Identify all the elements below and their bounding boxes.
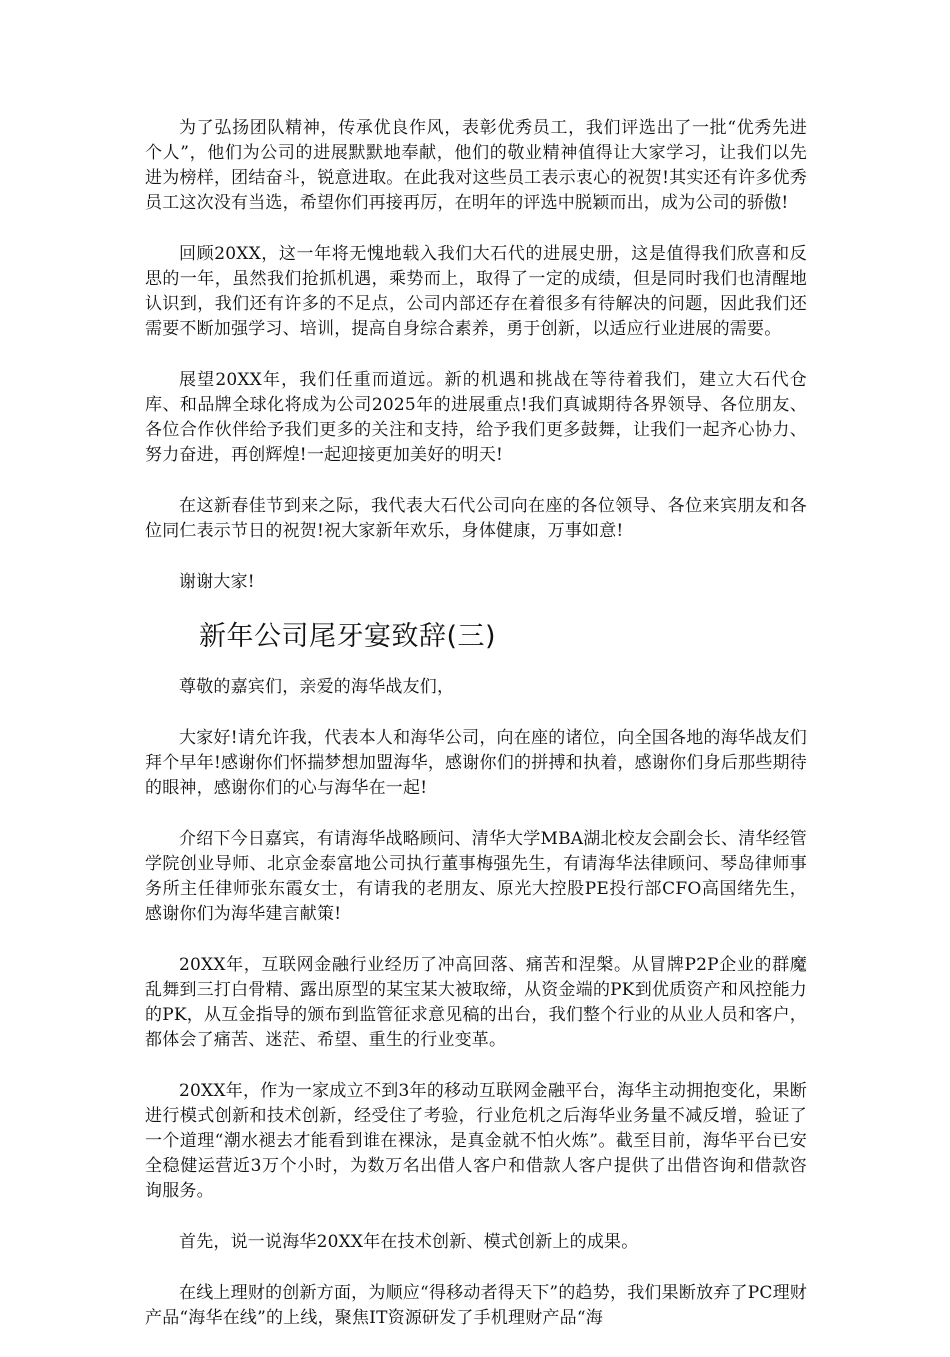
paragraph-salutation: 尊敬的嘉宾们，亲爱的海华战友们， (179, 677, 455, 697)
paragraph-greetings: 在这新春佳节到来之际，我代表大石代公司向在座的各位领导、各位来宾朋友和各位同仁表示节日的祝贺!祝大家新年欢乐，身体健康，万事如意! (145, 496, 807, 541)
paragraph-guests: 介绍下今日嘉宾，有请海华战略顾问、清华大学MBA湖北校友会副会长、清华经管学院创业导师、北京金泰富地公司执行董事梅强先生，有请海华法律顾问、琴岛律师事务所主任律师张东霞女士，有请我的老朋友、原光大控股PE投行部CFO高国绪先生，感谢你们为海华建言献策! (145, 829, 807, 924)
paragraph-online-finance: 在线上理财的创新方面，为顺应“得移动者得天下”的趋势，我们果断放弃了PC理财产品“海华在线”的上线，聚焦IT资源研发了手机理财产品“海 (145, 1283, 807, 1328)
paragraph-review: 回顾20XX，这一年将无愧地载入我们大石代的进展史册，这是值得我们欣喜和反思的一年，虽然我们抢抓机遇，乘势而上，取得了一定的成绩，但是同时我们也清醒地认识到，我们还有许多的不足点，公司内部还存在着很多有待解决的问题，因此我们还需要不断加强学习、培训，提高自身综合素养，勇于创新，以适应行业进展的需要。 (145, 244, 807, 339)
document-page (145, 116, 807, 1357)
paragraph-industry: 20XX年，互联网金融行业经历了冲高回落、痛苦和涅槃。从冒牌P2P企业的群魔乱舞到三打白骨精、露出原型的某宝某大被取缔，从资金端的PK到优质资产和风控能力的PK，从互金指导的颁布到监管征求意见稿的出台，我们整个行业的从业人员和客户，都体会了痛苦、迷茫、希望、重生的行业变革。 (145, 955, 807, 1050)
section-heading: 新年公司尾牙宴致辞(三) (199, 621, 497, 652)
paragraph-opening: 大家好!请允许我，代表本人和海华公司，向在座的诸位，向全国各地的海华战友们拜个早年!感谢你们怀揣梦想加盟海华，感谢你们的拼搏和执着，感谢你们身后那些期待的眼神，感谢你们的心与海华在一起! (145, 728, 807, 798)
paragraph-achievements-intro: 首先，说一说海华20XX年在技术创新、模式创新上的成果。 (179, 1232, 639, 1252)
paragraph-team-spirit: 为了弘扬团队精神，传承优良作风，表彰优秀员工，我们评选出了一批“优秀先进个人”，他们为公司的进展默默地奉献，他们的敬业精神值得让大家学习，让我们以先进为榜样，团结奋斗，锐意进取。在此我对这些员工表示衷心的祝贺!其实还有许多优秀员工这次没有当选，希望你们再接再厉，在明年的评选中脱颖而出，成为公司的骄傲! (145, 118, 807, 213)
paragraph-platform: 20XX年，作为一家成立不到3年的移动互联网金融平台，海华主动拥抱变化，果断进行模式创新和技术创新，经受住了考验，行业危机之后海华业务量不减反增，验证了一个道理“潮水褪去才能看到谁在裸泳，是真金就不怕火炼”。截至目前，海华平台已安全稳健运营近3万个小时，为数万名出借人客户和借款人客户提供了出借咨询和借款咨询服务。 (145, 1081, 807, 1201)
paragraph-outlook: 展望20XX年，我们任重而道远。新的机遇和挑战在等待着我们，建立大石代仓库、和品牌全球化将成为公司2025年的进展重点!我们真诚期待各界领导、各位朋友、各位合作伙伴给予我们更多的关注和支持，给予我们更多鼓舞，让我们一起齐心协力、努力奋进，再创辉煌!一起迎接更加美好的明天! (145, 370, 807, 465)
paragraph-thanks: 谢谢大家! (179, 572, 255, 592)
